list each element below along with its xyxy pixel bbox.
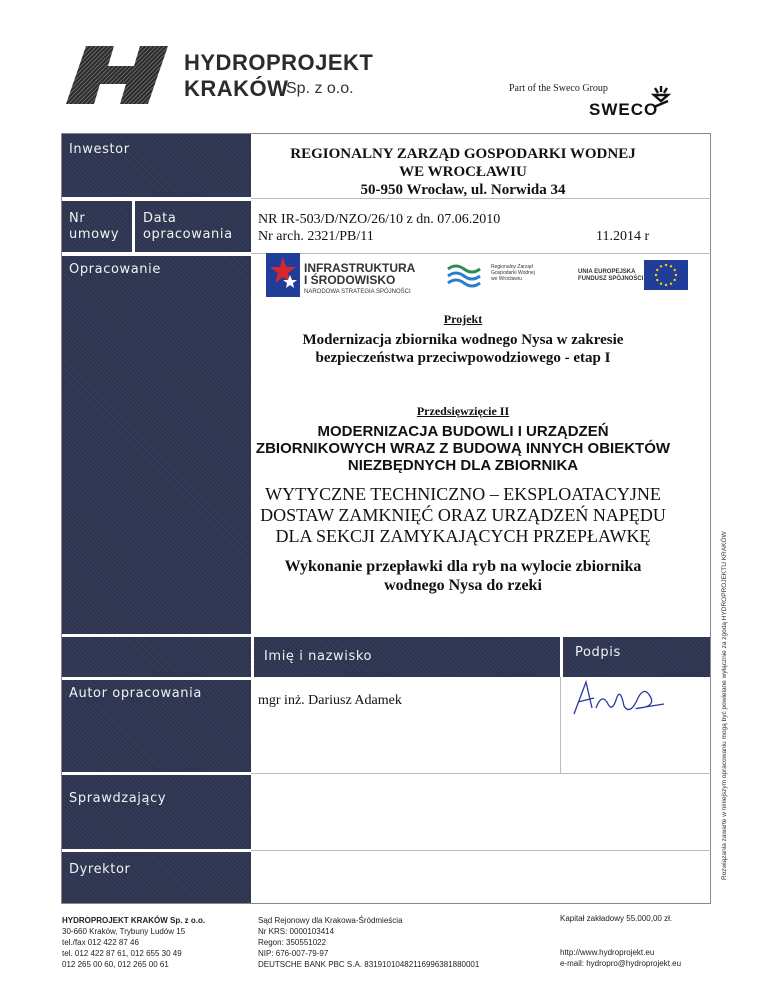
label-block-checker	[62, 775, 251, 849]
investor-line2: WE WROCŁAWIU	[399, 164, 527, 180]
eu-fund-name	[578, 269, 643, 283]
subproject-line1: MODERNIZACJA BUDOWLI I URZĄDZEŃ	[317, 423, 609, 440]
program-line1: INFRASTRUKTURA	[304, 261, 416, 275]
project-title	[208, 331, 718, 367]
footer-nip: NIP: 676-007-79-97	[258, 949, 329, 958]
program-strategy: NARODOWA STRATEGIA SPÓJNOŚCI	[304, 289, 411, 295]
label-block-spacer	[62, 637, 251, 677]
document-title-line1: WYTYCZNE TECHNICZNO – EKSPLOATACYJNE	[265, 484, 661, 504]
author-signature	[568, 678, 678, 722]
footer-fax: tel./fax 012 422 87 46	[62, 938, 139, 947]
project-title-line2: bezpieczeństwa przeciwpowodziowego - etap I	[315, 350, 611, 366]
rzgw-logo-icon	[446, 261, 486, 291]
footer-capital: Kapitał zakładowy 55.000,00 zł.	[560, 914, 673, 923]
scope-line1: Wykonanie przepławki dla ryb na wylocie zbiornika	[284, 558, 642, 575]
subproject-line2: ZBIORNIKOWYCH WRAZ Z BUDOWĄ INNYCH OBIEKTÓW	[255, 440, 671, 457]
label-block-director	[62, 852, 251, 903]
footer-address: 30-660 Kraków, Trybuny Ludów 15	[62, 927, 186, 936]
group-affiliation: Part of the Sweco Group	[509, 83, 608, 94]
subproject-label: Przedsięwzięcie II	[416, 404, 510, 418]
label-investor: Inwestor	[69, 142, 130, 157]
footer-email-link[interactable]: e-mail: hydropro@hydroprojekt.eu	[560, 959, 682, 968]
footer-bank: DEUTSCHE BANK PBC S.A. 83191010482116996381880001	[258, 960, 480, 969]
company-logo	[64, 44, 374, 106]
hydroprojekt-h-logo-icon	[64, 44, 182, 106]
document-title-line2: DOSTAW ZAMKNIĘĆ ORAZ URZĄDZEŃ NAPĘDU	[260, 505, 666, 525]
divider	[251, 773, 711, 774]
rzgw-line2: Gospodarki Wodnej	[491, 270, 535, 276]
footer-krs: Nr KRS: 0000103414	[258, 927, 335, 936]
sweco-mark-icon	[651, 84, 671, 110]
investor-block	[208, 145, 718, 199]
label-director: Dyrektor	[69, 862, 131, 877]
footer-phone2: 012 265 00 60, 012 265 00 61	[62, 960, 169, 969]
footer-website-link[interactable]: http://www.hydroprojekt.eu	[560, 948, 655, 957]
document-title-line3: DLA SEKCJI ZAMYKAJĄCYCH PRZEPŁAWKĘ	[275, 526, 651, 546]
program-name	[304, 262, 415, 286]
footer-phone: tel. 012 422 87 61, 012 655 30 49	[62, 949, 182, 958]
investor-line3: 50-950 Wrocław, ul. Norwida 34	[360, 182, 566, 198]
author-name: mgr inż. Dariusz Adamek	[258, 693, 402, 708]
eu-line2: FUNDUSZ SPÓJNOŚCI	[578, 276, 644, 282]
footer-court: Sąd Rejonowy dla Krakowa-Śródmieścia	[258, 916, 403, 925]
investor-line1: REGIONALNY ZARZĄD GOSPODARKI WODNEJ	[290, 146, 636, 162]
subproject-title	[208, 407, 718, 474]
program-line2: I ŚRODOWISKO	[304, 273, 396, 287]
footer-registry	[258, 915, 479, 970]
footer-company-name: HYDROPROJEKT KRAKÓW Sp. z o.o.	[62, 916, 206, 925]
footer-regon: Regon: 350551022	[258, 938, 327, 947]
label-signature: Podpis	[575, 645, 621, 660]
footer-company	[62, 915, 205, 970]
project-title-line1: Modernizacja zbiornika wodnego Nysa w zakresie	[302, 332, 624, 348]
subproject-line3: NIEZBĘDNYCH DLA ZBIORNIKA	[347, 457, 579, 474]
eu-flag-icon	[644, 260, 688, 290]
label-block-signature	[563, 637, 710, 677]
label-date: Data opracowania	[143, 211, 233, 242]
company-suffix: Sp. z o.o.	[286, 80, 354, 97]
label-block-date	[135, 201, 251, 252]
company-name-line1: HYDROPROJEKT	[184, 50, 374, 75]
label-block-contract	[62, 201, 132, 252]
rzgw-line1: Regionalny Zarząd	[491, 264, 533, 270]
eu-line1: UNIA EUROPEJSKA	[578, 269, 636, 275]
label-name: Imię i nazwisko	[264, 649, 373, 664]
label-contract-no: Nr umowy	[69, 211, 120, 242]
rzgw-name	[491, 264, 535, 282]
project-label: Projekt	[443, 312, 483, 326]
group-name: SWECO	[589, 100, 659, 119]
prepared-date: 11.2014 r	[596, 229, 650, 244]
divider	[560, 677, 561, 773]
contract-number: NR IR-503/D/NZO/26/10 z dn. 07.06.2010	[258, 212, 501, 227]
company-name-line2: KRAKÓW	[184, 76, 289, 101]
rzgw-line3: we Wrocławiu	[491, 276, 522, 282]
scope-line2: wodnego Nysa do rzeki	[384, 577, 542, 594]
label-author: Autor opracowania	[69, 686, 202, 701]
scope-title	[208, 557, 718, 595]
divider	[251, 850, 711, 851]
archive-number: Nr arch. 2321/PB/11	[258, 229, 374, 244]
label-block-author	[62, 680, 251, 772]
document-title	[208, 484, 718, 547]
ois-flag-icon	[266, 253, 300, 297]
label-prepared-by: Opracowanie	[69, 262, 161, 277]
funding-logos	[266, 251, 706, 297]
copyright-note: Rozwiązania zawarte w niniejszym opracowaniu mogą być powielane wyłącznie za zgodą HYDROPROJEKTU KRAKÓW	[721, 531, 728, 880]
label-checker: Sprawdzający	[69, 791, 167, 806]
label-block-name	[254, 637, 560, 677]
